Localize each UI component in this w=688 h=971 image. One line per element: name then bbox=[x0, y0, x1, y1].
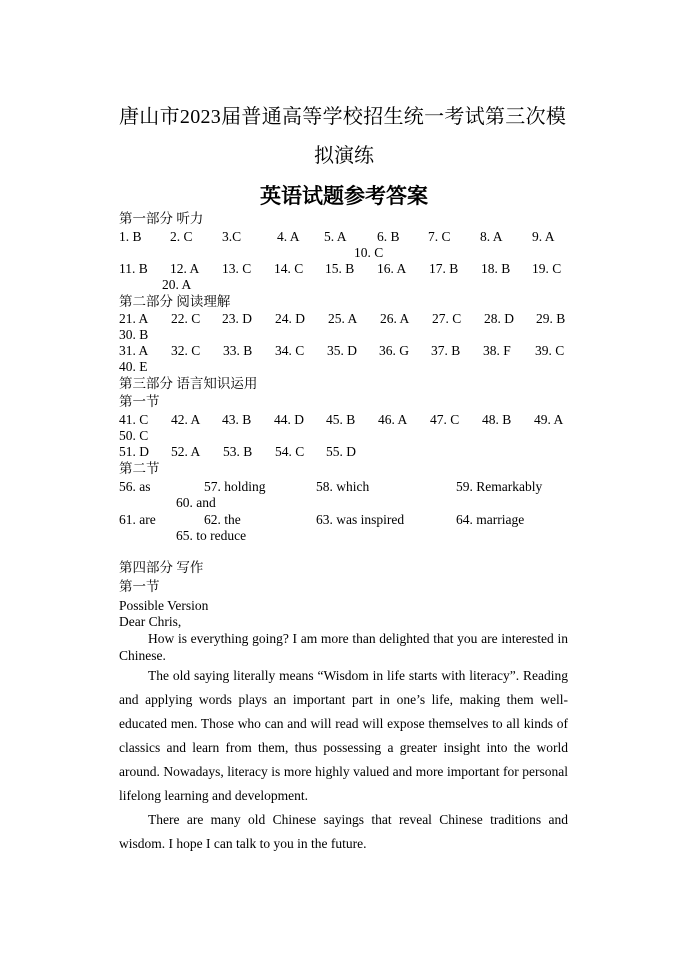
answer-item: 47. C bbox=[430, 412, 460, 427]
answer-item: 55. D bbox=[326, 444, 356, 459]
answer-item: 45. B bbox=[326, 412, 356, 427]
answer-item: 26. A bbox=[380, 311, 410, 326]
answer-item: 21. A bbox=[119, 311, 149, 326]
answer-item: 31. A bbox=[119, 343, 149, 358]
answer-item: 53. B bbox=[223, 444, 253, 459]
answer-item: 44. D bbox=[274, 412, 304, 427]
answer-item: 65. to reduce bbox=[176, 528, 247, 543]
answer-item: 50. C bbox=[119, 428, 149, 443]
answer-item: 51. D bbox=[119, 444, 149, 459]
answer-item: 14. C bbox=[274, 261, 304, 276]
answer-item: 39. C bbox=[535, 343, 565, 358]
answer-item: 17. B bbox=[429, 261, 459, 276]
answer-item: 33. B bbox=[223, 343, 253, 358]
answer-item: 19. C bbox=[532, 261, 562, 276]
answer-item: 59. Remarkably bbox=[456, 479, 543, 494]
part4-section1-heading: 第一节 bbox=[119, 579, 160, 594]
answer-item: 18. B bbox=[481, 261, 511, 276]
answer-item: 61. are bbox=[119, 512, 156, 527]
answer-item: 64. marriage bbox=[456, 512, 525, 527]
answer-item: 57. holding bbox=[204, 479, 266, 494]
answer-item: 9. A bbox=[532, 229, 555, 244]
answer-item: 29. B bbox=[536, 311, 566, 326]
exam-title-line2: 拟演练 bbox=[314, 145, 374, 167]
answer-item: 28. D bbox=[484, 311, 514, 326]
answer-item: 40. E bbox=[119, 359, 148, 374]
answer-item: 12. A bbox=[170, 261, 200, 276]
answer-item: 3.C bbox=[222, 229, 242, 244]
answer-item: 30. B bbox=[119, 327, 149, 342]
answer-item: 6. B bbox=[377, 229, 400, 244]
answer-item: 4. A bbox=[277, 229, 300, 244]
answer-item: 46. A bbox=[378, 412, 408, 427]
answer-item: 41. C bbox=[119, 412, 149, 427]
answer-item: 7. C bbox=[428, 229, 451, 244]
answer-key-subtitle: 英语试题参考答案 bbox=[260, 184, 428, 208]
part3-section1-heading: 第一节 bbox=[119, 394, 160, 409]
part1-heading: 第一部分 听力 bbox=[119, 211, 204, 226]
answer-item: 48. B bbox=[482, 412, 512, 427]
answer-item: 24. D bbox=[275, 311, 305, 326]
answer-item: 42. A bbox=[171, 412, 201, 427]
answer-item: 49. A bbox=[534, 412, 564, 427]
answer-item: 1. B bbox=[119, 229, 142, 244]
answer-item: 62. the bbox=[204, 512, 241, 527]
answer-item: 36. G bbox=[379, 343, 409, 358]
letter-paragraph-3: There are many old Chinese sayings that reveal Chinese traditions and wisdom. I hope I can talk to you in the future. bbox=[119, 812, 568, 851]
answer-item: 13. C bbox=[222, 261, 252, 276]
answer-item: 63. was inspired bbox=[316, 512, 405, 527]
part3-section2-heading: 第二节 bbox=[119, 461, 160, 476]
answer-item: 8. A bbox=[480, 229, 503, 244]
part2-heading: 第二部分 阅读理解 bbox=[119, 294, 231, 309]
answer-item: 16. A bbox=[377, 261, 407, 276]
letter-paragraph-2: The old saying literally means “Wisdom in life starts with literacy”. Reading and applying words plays an important part in one’s life, making them well-educated men. Those who can and will read will expose themselves to all kinds of classics and learn from them, thus possessing a greater insight into the world around. Nowadays, literacy is more highly valued and more important for personal lifelong learning and development. bbox=[119, 668, 568, 803]
letter-paragraph-1: How is everything going? I am more than delighted that you are interested in Chinese. bbox=[119, 631, 568, 663]
answer-item: 15. B bbox=[325, 261, 355, 276]
answer-item: 56. as bbox=[119, 479, 151, 494]
letter-greeting: Dear Chris, bbox=[119, 614, 182, 629]
answer-item: 35. D bbox=[327, 343, 357, 358]
part4-heading: 第四部分 写作 bbox=[119, 560, 204, 575]
answer-item: 5. A bbox=[324, 229, 347, 244]
answer-item: 27. C bbox=[432, 311, 462, 326]
answer-item: 25. A bbox=[328, 311, 358, 326]
answer-item: 60. and bbox=[176, 495, 216, 510]
answer-item: 52. A bbox=[171, 444, 201, 459]
answer-item: 23. D bbox=[222, 311, 252, 326]
answer-item: 34. C bbox=[275, 343, 305, 358]
exam-title-line1: 唐山市2023届普通高等学校招生统一考试第三次模 bbox=[119, 106, 567, 128]
answer-item: 38. F bbox=[483, 343, 511, 358]
answer-item: 43. B bbox=[222, 412, 252, 427]
answer-item: 11. B bbox=[119, 261, 148, 276]
possible-version-label: Possible Version bbox=[119, 598, 209, 613]
part3-heading: 第三部分 语言知识运用 bbox=[119, 376, 258, 391]
answer-item: 58. which bbox=[316, 479, 370, 494]
answer-item: 32. C bbox=[171, 343, 201, 358]
answer-item: 10. C bbox=[354, 245, 384, 260]
answer-item: 20. A bbox=[162, 277, 192, 292]
answer-item: 22. C bbox=[171, 311, 201, 326]
answer-item: 2. C bbox=[170, 229, 193, 244]
answer-item: 54. C bbox=[275, 444, 305, 459]
answer-item: 37. B bbox=[431, 343, 461, 358]
